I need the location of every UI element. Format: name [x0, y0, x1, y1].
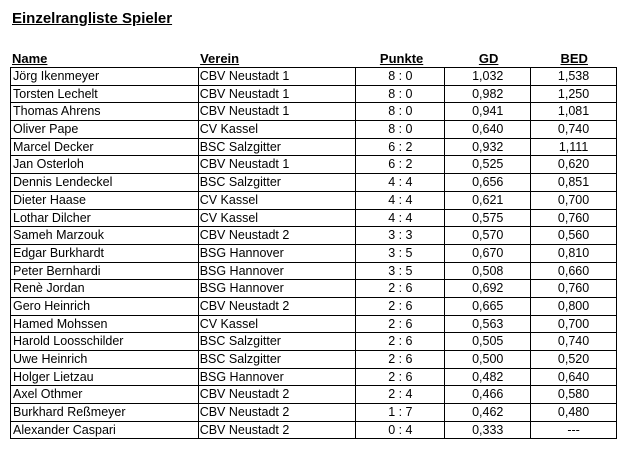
cell-punkte: 2 : 4	[356, 386, 445, 404]
cell-bed: 0,520	[531, 351, 617, 369]
cell-name: Alexander Caspari	[11, 422, 199, 440]
cell-name: Peter Bernhardi	[11, 263, 199, 281]
cell-verein: BSG Hannover	[199, 280, 357, 298]
table-header	[10, 49, 617, 67]
cell-punkte: 8 : 0	[356, 86, 445, 104]
cell-verein: BSC Salzgitter	[199, 174, 357, 192]
cell-bed: 0,760	[531, 280, 617, 298]
cell-name: Torsten Lechelt	[11, 86, 199, 104]
table-body	[10, 67, 617, 439]
cell-name: Holger Lietzau	[11, 369, 199, 387]
cell-punkte: 2 : 6	[356, 298, 445, 316]
cell-name: Lothar Dilcher	[11, 210, 199, 228]
table-row	[11, 422, 617, 440]
cell-verein: BSC Salzgitter	[199, 333, 357, 351]
cell-punkte: 6 : 2	[356, 156, 445, 174]
column-header-gd: GD	[478, 51, 499, 66]
column-header-verein: Verein	[200, 51, 240, 66]
cell-bed: 0,760	[531, 210, 617, 228]
cell-bed: 1,111	[531, 139, 617, 157]
cell-name: Renè Jordan	[11, 280, 199, 298]
table-row	[11, 139, 617, 157]
cell-gd: 0,505	[445, 333, 531, 351]
cell-gd: 1,032	[445, 68, 531, 86]
column-header-punkte: Punkte	[379, 51, 424, 66]
column-header-name: Name	[12, 51, 48, 66]
table-row	[11, 263, 617, 281]
cell-verein: CBV Neustadt 1	[199, 103, 357, 121]
cell-name: Marcel Decker	[11, 139, 199, 157]
cell-name: Jörg Ikenmeyer	[11, 68, 199, 86]
cell-punkte: 2 : 6	[356, 369, 445, 387]
cell-punkte: 3 : 5	[356, 263, 445, 281]
table-row	[11, 156, 617, 174]
cell-name: Sameh Marzouk	[11, 227, 199, 245]
cell-gd: 0,333	[445, 422, 531, 440]
table-row	[11, 86, 617, 104]
cell-punkte: 2 : 6	[356, 351, 445, 369]
cell-name: Axel Othmer	[11, 386, 199, 404]
cell-punkte: 2 : 6	[356, 333, 445, 351]
cell-verein: CV Kassel	[199, 210, 357, 228]
cell-name: Dennis Lendeckel	[11, 174, 199, 192]
cell-verein: CBV Neustadt 1	[199, 156, 357, 174]
page-title: Einzelrangliste Spieler	[12, 10, 173, 27]
cell-gd: 0,466	[445, 386, 531, 404]
cell-verein: CBV Neustadt 2	[199, 422, 357, 440]
cell-verein: CV Kassel	[199, 192, 357, 210]
cell-gd: 0,570	[445, 227, 531, 245]
cell-gd: 0,941	[445, 103, 531, 121]
cell-bed: 0,580	[531, 386, 617, 404]
cell-verein: CBV Neustadt 2	[199, 227, 357, 245]
cell-punkte: 3 : 3	[356, 227, 445, 245]
cell-name: Dieter Haase	[11, 192, 199, 210]
cell-punkte: 2 : 6	[356, 280, 445, 298]
table-row	[11, 103, 617, 121]
cell-bed: 0,620	[531, 156, 617, 174]
table-row	[11, 192, 617, 210]
cell-bed: 0,700	[531, 192, 617, 210]
table-row	[11, 280, 617, 298]
cell-verein: CBV Neustadt 2	[199, 386, 357, 404]
cell-gd: 0,482	[445, 369, 531, 387]
cell-verein: CBV Neustadt 2	[199, 404, 357, 422]
cell-bed: 0,740	[531, 121, 617, 139]
table-row	[11, 68, 617, 86]
cell-bed: 0,800	[531, 298, 617, 316]
cell-bed: ---	[531, 422, 617, 440]
table-row	[11, 351, 617, 369]
cell-bed: 0,480	[531, 404, 617, 422]
cell-name: Gero Heinrich	[11, 298, 199, 316]
cell-name: Thomas Ahrens	[11, 103, 199, 121]
cell-verein: CBV Neustadt 1	[199, 86, 357, 104]
cell-punkte: 4 : 4	[356, 210, 445, 228]
cell-punkte: 8 : 0	[356, 121, 445, 139]
cell-verein: BSC Salzgitter	[199, 351, 357, 369]
table-row	[11, 174, 617, 192]
ranking-table	[10, 49, 617, 439]
cell-verein: CV Kassel	[199, 121, 357, 139]
cell-name: Oliver Pape	[11, 121, 199, 139]
cell-name: Hamed Mohssen	[11, 316, 199, 334]
cell-verein: BSC Salzgitter	[199, 139, 357, 157]
cell-name: Harold Loosschilder	[11, 333, 199, 351]
table-row	[11, 210, 617, 228]
cell-bed: 1,250	[531, 86, 617, 104]
column-header-bed: BED	[560, 51, 588, 66]
cell-bed: 0,560	[531, 227, 617, 245]
cell-name: Jan Osterloh	[11, 156, 199, 174]
cell-punkte: 8 : 0	[356, 103, 445, 121]
cell-punkte: 3 : 5	[356, 245, 445, 263]
cell-gd: 0,656	[445, 174, 531, 192]
table-row	[11, 227, 617, 245]
cell-bed: 0,740	[531, 333, 617, 351]
cell-verein: CBV Neustadt 1	[199, 68, 357, 86]
cell-gd: 0,525	[445, 156, 531, 174]
cell-punkte: 1 : 7	[356, 404, 445, 422]
cell-gd: 0,932	[445, 139, 531, 157]
table-row	[11, 298, 617, 316]
cell-gd: 0,665	[445, 298, 531, 316]
cell-gd: 0,575	[445, 210, 531, 228]
cell-gd: 0,462	[445, 404, 531, 422]
cell-gd: 0,500	[445, 351, 531, 369]
cell-verein: CV Kassel	[199, 316, 357, 334]
cell-bed: 0,640	[531, 369, 617, 387]
cell-punkte: 2 : 6	[356, 316, 445, 334]
cell-gd: 0,508	[445, 263, 531, 281]
cell-gd: 0,670	[445, 245, 531, 263]
cell-bed: 0,660	[531, 263, 617, 281]
cell-verein: BSG Hannover	[199, 369, 357, 387]
table-row	[11, 245, 617, 263]
cell-gd: 0,982	[445, 86, 531, 104]
table-row	[11, 333, 617, 351]
cell-verein: CBV Neustadt 2	[199, 298, 357, 316]
table-row	[11, 386, 617, 404]
table-row	[11, 404, 617, 422]
cell-gd: 0,640	[445, 121, 531, 139]
cell-name: Edgar Burkhardt	[11, 245, 199, 263]
cell-bed: 0,851	[531, 174, 617, 192]
cell-bed: 1,538	[531, 68, 617, 86]
cell-gd: 0,563	[445, 316, 531, 334]
cell-punkte: 4 : 4	[356, 192, 445, 210]
table-row	[11, 316, 617, 334]
cell-bed: 1,081	[531, 103, 617, 121]
cell-bed: 0,700	[531, 316, 617, 334]
cell-punkte: 8 : 0	[356, 68, 445, 86]
table-row	[11, 121, 617, 139]
cell-punkte: 0 : 4	[356, 422, 445, 440]
cell-verein: BSG Hannover	[199, 263, 357, 281]
cell-verein: BSG Hannover	[199, 245, 357, 263]
cell-gd: 0,621	[445, 192, 531, 210]
cell-gd: 0,692	[445, 280, 531, 298]
cell-punkte: 6 : 2	[356, 139, 445, 157]
cell-name: Uwe Heinrich	[11, 351, 199, 369]
cell-punkte: 4 : 4	[356, 174, 445, 192]
cell-bed: 0,810	[531, 245, 617, 263]
cell-name: Burkhard Reßmeyer	[11, 404, 199, 422]
table-row	[11, 369, 617, 387]
